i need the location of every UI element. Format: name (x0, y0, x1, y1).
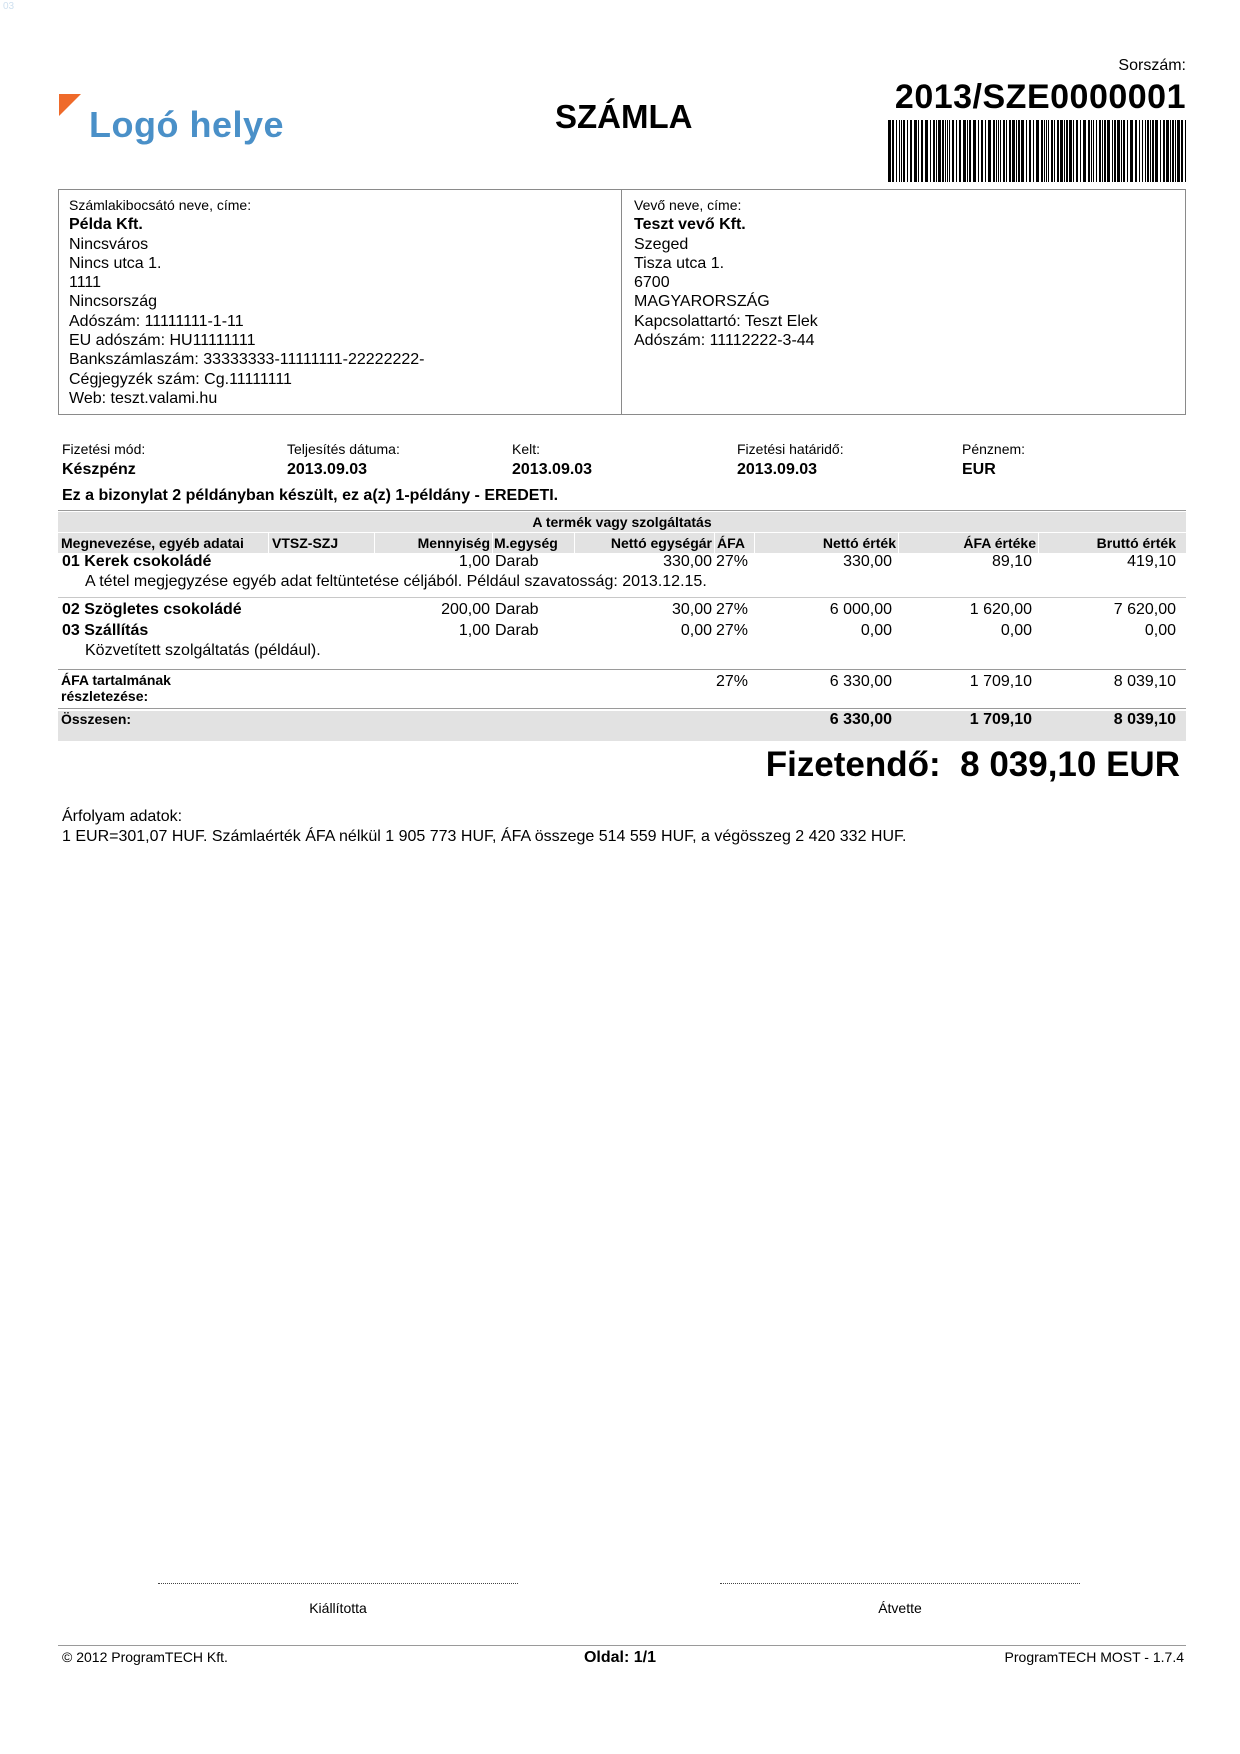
col-separator (492, 533, 493, 553)
col-header-unit-price: Nettó egységár (610, 535, 712, 551)
buyer-contact: Kapcsolattartó: Teszt Elek (634, 312, 818, 330)
seller-zip: 1111 (69, 274, 102, 292)
row1-gross: 419,10 (1127, 553, 1176, 570)
serial-number: 2013/SZE0000001 (894, 78, 1186, 116)
seller-block (69, 196, 425, 408)
currency-label: Pénznem: (962, 441, 1026, 457)
row1-qty: 1,00 (458, 553, 490, 570)
payment-method-value: Készpénz (62, 461, 136, 478)
row2-gross: 7 620,00 (1113, 601, 1176, 618)
total-net: 6 330,00 (829, 711, 892, 728)
completion-date-value: 2013.09.03 (287, 461, 368, 478)
vat-summary-label (61, 672, 171, 704)
issue-date-label: Kelt: (512, 441, 541, 457)
col-separator (374, 533, 375, 553)
row-divider (58, 597, 1186, 598)
buyer-city: Szeged (634, 235, 689, 253)
buyer-street: Tisza utca 1. (634, 254, 725, 272)
row1-net: 330,00 (843, 553, 892, 570)
row3-vat: 27% (716, 622, 749, 639)
row2-vat: 27% (716, 601, 749, 618)
footer-software: ProgramTECH MOST - 1.7.4 (1004, 1649, 1184, 1665)
vat-summary-vat-amount: 1 709,10 (969, 673, 1032, 690)
party-divider (621, 189, 622, 415)
amount-payable (766, 745, 1180, 785)
row2-vat-amount: 1 620,00 (969, 601, 1032, 618)
table-top-line (58, 510, 1186, 511)
corner-mark: 03 (3, 1, 15, 12)
seller-label: Számlakibocsátó neve, címe: (69, 197, 252, 213)
seller-street: Nincs utca 1. (69, 254, 162, 272)
buyer-tax-no: Adószám: 11112222-3-44 (634, 332, 815, 350)
row2-name: 02 Szögletes csokoládé (62, 601, 242, 618)
col-header-vat-amount: ÁFA értéke (963, 535, 1036, 551)
total-label: Összesen: (61, 711, 132, 727)
col-header-unit: M.egység (494, 535, 558, 551)
col-separator (754, 533, 755, 553)
row3-qty: 1,00 (458, 622, 490, 639)
buyer-label: Vevő neve, címe: (634, 197, 742, 213)
payment-method-label: Fizetési mód: (62, 441, 146, 457)
row2-qty: 200,00 (441, 601, 490, 618)
exchange-rate-text: 1 EUR=301,07 HUF. Számlaérték ÁFA nélkül 1 905 773 HUF, ÁFA összege 514 559 HUF, a végösszeg 2 420 332 HUF. (62, 828, 907, 845)
issue-date-value: 2013.09.03 (512, 461, 593, 478)
row3-name: 03 Szállítás (62, 622, 149, 639)
currency (962, 441, 1025, 479)
buyer-zip: 6700 (634, 274, 670, 292)
col-separator (714, 533, 715, 553)
footer-copyright: © 2012 ProgramTECH Kft. (62, 1649, 228, 1665)
serial-label: Sorszám: (1118, 57, 1186, 74)
row1-vat-amount: 89,10 (991, 553, 1032, 570)
payment-method (62, 441, 145, 479)
col-header-vat: ÁFA (717, 535, 745, 551)
seller-web: Web: teszt.valami.hu (69, 389, 218, 407)
col-header-qty: Mennyiség (417, 535, 490, 551)
row2-unit: Darab (495, 601, 539, 618)
copy-notice: Ez a bizonylat 2 példányban készült, ez a(z) 1-példány - EREDETI. (62, 487, 559, 504)
footer-line (58, 1645, 1186, 1646)
buyer-block (634, 196, 818, 350)
col-header-vtsz: VTSZ-SZJ (272, 535, 339, 551)
currency-value: EUR (962, 461, 996, 478)
row3-gross: 0,00 (1144, 622, 1176, 639)
col-separator (574, 533, 575, 553)
col-separator (1038, 533, 1039, 553)
total-gross: 8 039,10 (1113, 711, 1176, 728)
seller-bank-account: Bankszámlaszám: 33333333-11111111-22222222- (69, 351, 425, 369)
vat-summary-net: 6 330,00 (829, 673, 892, 690)
vat-summary-gross: 8 039,10 (1113, 673, 1176, 690)
exchange-rate-label: Árfolyam adatok: (62, 808, 183, 825)
vat-summary-rate: 27% (716, 673, 749, 690)
col-separator (268, 533, 269, 553)
row1-vat: 27% (716, 553, 749, 570)
total-vat-amount: 1 709,10 (969, 711, 1032, 728)
row3-vat-amount: 0,00 (1000, 622, 1032, 639)
receiver-signature-line (720, 1583, 1080, 1584)
row1-name: 01 Kerek csokoládé (62, 553, 212, 570)
amount-payable-value: 8 039,10 EUR (960, 745, 1180, 784)
buyer-name: Teszt vevő Kft. (634, 216, 746, 234)
row3-note: Közvetített szolgáltatás (például). (85, 642, 321, 659)
row3-net: 0,00 (860, 622, 892, 639)
seller-country: Nincsország (69, 293, 158, 311)
seller-registration-no: Cégjegyzék szám: Cg.11111111 (69, 370, 292, 388)
table-group-header: A termék vagy szolgáltatás (58, 512, 1186, 532)
issuer-signature-label: Kiállította (309, 1600, 367, 1616)
footer-page-number: Oldal: 1/1 (583, 1649, 657, 1666)
row1-unit-price: 330,00 (663, 553, 712, 570)
due-date-label: Fizetési határidő: (737, 441, 844, 457)
col-header-net: Nettó érték (822, 535, 896, 551)
amount-payable-label: Fizetendő: (765, 745, 941, 784)
issuer-signature-line (158, 1583, 518, 1584)
issue-date (512, 441, 592, 479)
row3-unit: Darab (495, 622, 539, 639)
row1-unit: Darab (495, 553, 539, 570)
document-title: SZÁMLA (555, 98, 693, 135)
vat-summary-label-line2: részletezése: (61, 688, 149, 704)
vat-summary-top-line (58, 669, 1186, 670)
row2-net: 6 000,00 (829, 601, 892, 618)
seller-tax-no: Adószám: 11111111-1-11 (69, 312, 244, 330)
col-header-gross: Bruttó érték (1096, 535, 1176, 551)
completion-date-label: Teljesítés dátuma: (287, 441, 400, 457)
seller-eu-tax-no: EU adószám: HU11111111 (69, 332, 256, 350)
col-separator (898, 533, 899, 553)
completion-date (287, 441, 400, 479)
col-header-name: Megnevezése, egyéb adatai (61, 535, 244, 551)
row1-note: A tétel megjegyzése egyéb adat feltüntetése céljából. Például szavatosság: 2013.12.15. (85, 573, 707, 590)
barcode-icon (888, 120, 1188, 182)
due-date (737, 441, 844, 479)
total-top-line (58, 708, 1186, 709)
due-date-value: 2013.09.03 (737, 461, 818, 478)
receiver-signature-label: Átvette (878, 1600, 922, 1616)
row2-unit-price: 30,00 (671, 601, 712, 618)
seller-name: Példa Kft. (69, 216, 143, 234)
seller-city: Nincsváros (69, 235, 149, 253)
vat-summary-label-line1: ÁFA tartalmának (61, 672, 171, 688)
logo-text: Logó helye (89, 104, 285, 145)
buyer-country: MAGYARORSZÁG (634, 293, 770, 311)
row3-unit-price: 0,00 (680, 622, 712, 639)
logo-triangle-icon (59, 94, 81, 116)
